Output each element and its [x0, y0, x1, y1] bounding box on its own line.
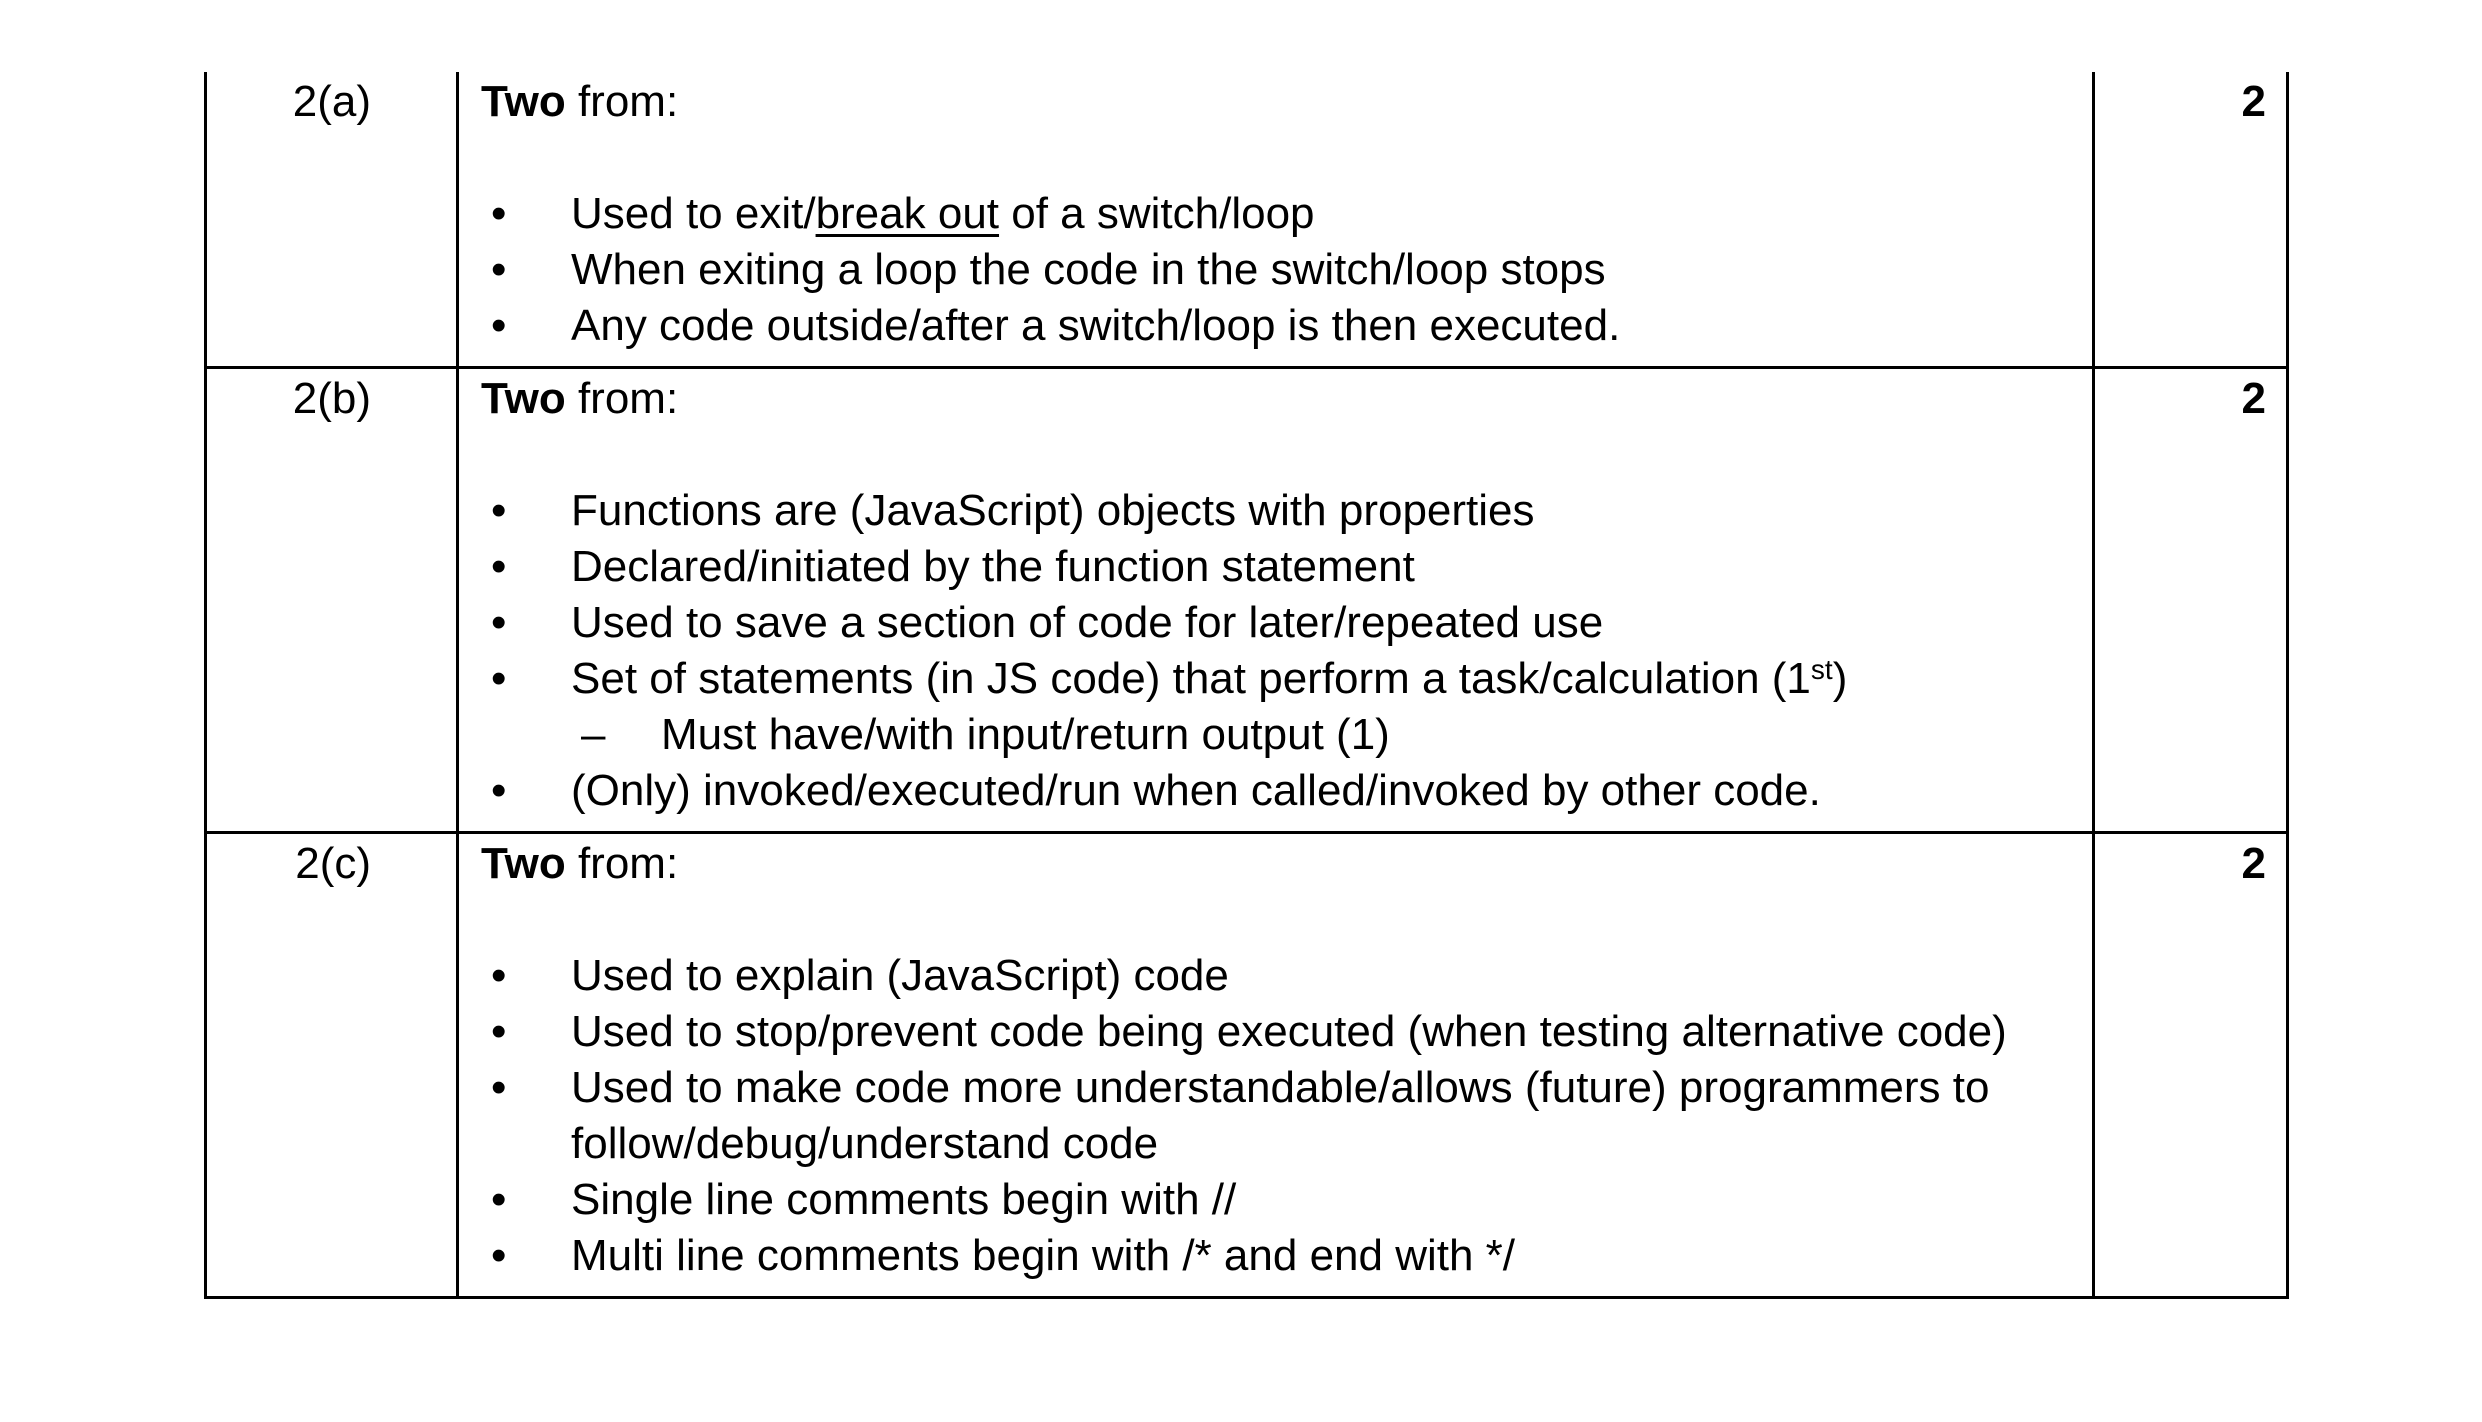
answer-points — [481, 483, 2072, 819]
table-row — [206, 368, 2288, 833]
list-item — [481, 483, 2072, 539]
mark-scheme-table — [204, 72, 2289, 1299]
bullet-icon: • — [491, 951, 507, 1000]
bullet-icon: • — [491, 301, 507, 350]
point-text: ) — [1832, 654, 1848, 703]
answer-cell — [458, 72, 2094, 368]
point-text: Used to save a section of code for later/repeated use — [571, 598, 1604, 647]
marks-cell: 2 — [2094, 72, 2288, 368]
list-item — [481, 948, 2072, 1004]
bullet-icon: • — [491, 1175, 507, 1224]
intro-bold: Two — [481, 77, 566, 126]
list-item — [481, 1172, 2072, 1228]
intro-bold: Two — [481, 374, 566, 423]
answer-points — [481, 186, 2072, 354]
intro-text: from: — [565, 839, 679, 888]
intro-text: from: — [565, 77, 679, 126]
point-text: Any code outside/after a switch/loop is then executed. — [571, 301, 1621, 350]
point-text: Single line comments begin with // — [571, 1175, 1237, 1224]
dash-icon: – — [581, 710, 606, 759]
intro-bold: Two — [481, 839, 566, 888]
answer-points — [481, 948, 2072, 1284]
answer-cell — [458, 833, 2094, 1298]
bullet-icon: • — [491, 542, 507, 591]
list-item — [481, 763, 2072, 819]
bullet-icon: • — [491, 766, 507, 815]
point-text: Declared/initiated by the function statement — [571, 542, 1415, 591]
list-item — [481, 595, 2072, 651]
list-item — [481, 1004, 2072, 1060]
list-item — [481, 186, 2072, 242]
point-text: Set of statements (in JS code) that perform a task/calculation (1 — [571, 654, 1811, 703]
bullet-icon: • — [491, 1231, 507, 1280]
table-row — [206, 833, 2288, 1298]
bullet-icon: • — [491, 654, 507, 703]
question-number: 2(c) — [206, 833, 458, 1298]
list-item — [481, 651, 2072, 707]
bullet-icon: • — [491, 245, 507, 294]
point-text: When exiting a loop the code in the switch/loop stops — [571, 245, 1606, 294]
point-text: Used to explain (JavaScript) code — [571, 951, 1229, 1000]
point-underlined-text: break out — [815, 189, 1000, 238]
point-text: Must have/with input/return output (1) — [661, 710, 1390, 759]
point-text: of a switch/loop — [999, 189, 1315, 238]
intro-text: from: — [565, 374, 679, 423]
sub-list-item — [481, 707, 2072, 763]
list-item — [481, 1228, 2072, 1284]
list-item — [481, 539, 2072, 595]
list-item — [481, 298, 2072, 354]
marks-cell: 2 — [2094, 368, 2288, 833]
superscript: st — [1810, 654, 1833, 685]
list-item — [481, 242, 2072, 298]
bullet-icon: • — [491, 598, 507, 647]
bullet-icon: • — [491, 1007, 507, 1056]
point-text: Multi line comments begin with /* and end with */ — [571, 1231, 1516, 1280]
list-item — [481, 1060, 2072, 1172]
point-text: Used to make code more understandable/allows (future) programmers to follow/debug/understand code — [571, 1063, 1990, 1168]
bullet-icon: • — [491, 486, 507, 535]
table-row — [206, 72, 2288, 368]
point-text: Functions are (JavaScript) objects with properties — [571, 486, 1535, 535]
point-text: Used to exit/ — [571, 189, 816, 238]
answer-intro — [481, 371, 2072, 427]
answer-intro — [481, 836, 2072, 892]
answer-intro — [481, 74, 2072, 130]
question-number: 2(a) — [206, 72, 458, 368]
bullet-icon: • — [491, 189, 507, 238]
bullet-icon: • — [491, 1063, 507, 1112]
marks-cell: 2 — [2094, 833, 2288, 1298]
point-text: (Only) invoked/executed/run when called/invoked by other code. — [571, 766, 1821, 815]
point-text: Used to stop/prevent code being executed (when testing alternative code) — [571, 1007, 2007, 1056]
answer-cell — [458, 368, 2094, 833]
question-number: 2(b) — [206, 368, 458, 833]
